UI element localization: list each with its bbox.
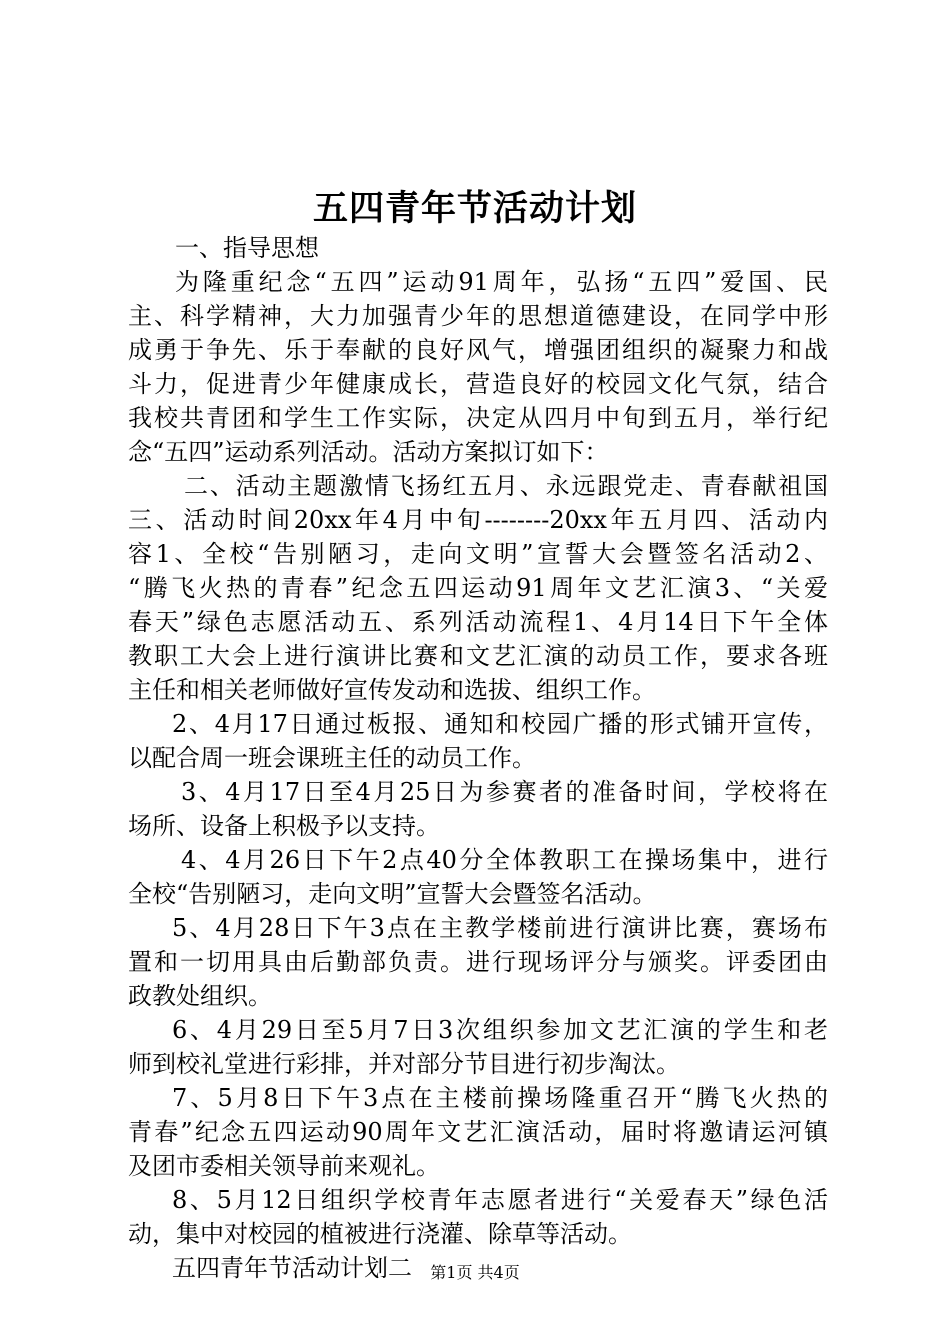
paragraph-line: 5、4月28日下午3点在主教学楼前进行演讲比赛，赛场布 [172,914,828,942]
paragraph-line: 4、4月26日下午2点40分全体教职工在操场集中，进行 [181,846,828,874]
paragraph-line: 政教处组织。 [128,982,272,1010]
page-indicator: 第1页 共4页 [430,1263,520,1282]
paragraph-line: 全校“告别陋习，走向文明”宣誓大会暨签名活动。 [128,880,657,908]
paragraph-line: 成勇于争先、乐于奉献的良好风气，增强团组织的凝聚力和战 [128,336,828,364]
paragraph-line: 及团市委相关领导前来观礼。 [128,1152,440,1180]
paragraph-line: 三、活动时间20xx年4月中旬--------20xx年五月四、活动内 [128,506,828,534]
paragraph-line: 2、4月17日通过板报、通知和校园广播的形式铺开宣传， [172,710,828,738]
paragraph-line: 春天”绿色志愿活动五、系列活动流程1、4月14日下午全体 [128,608,828,636]
paragraph-line: 念“五四”运动系列活动。活动方案拟订如下： [128,438,609,466]
paragraph-line: “腾飞火热的青春”纪念五四运动91周年文艺汇演3、“关爱 [128,574,828,602]
paragraph-line: 我校共青团和学生工作实际，决定从四月中旬到五月，举行纪 [128,404,828,432]
paragraph-line: 容1、全校“告别陋习，走向文明”宣誓大会暨签名活动2、 [128,540,828,568]
paragraph-line: 以配合周一班会课班主任的动员工作。 [128,744,536,772]
paragraph-line: 青春”纪念五四运动90周年文艺汇演活动，届时将邀请运河镇 [128,1118,828,1146]
paragraph-line: 置和一切用具由后勤部负责。进行现场评分与颁奖。评委团由 [128,948,828,976]
paragraph-line: 7、5月8日下午3点在主楼前操场隆重召开“腾飞火热的 [172,1084,828,1112]
document-title: 五四青年节活动计划 [312,188,637,229]
paragraph-line: 斗力，促进青少年健康成长，营造良好的校园文化气氛，结合 [128,370,828,398]
paragraph-line: 主、科学精神，大力加强青少年的思想道德建设，在同学中形 [128,302,828,330]
paragraph-line: 二、活动主题激情飞扬红五月、永远跟党走、青春献祖国 [184,472,828,500]
paragraph-line: 为隆重纪念“五四”运动91周年，弘扬“五四”爱国、民 [175,268,828,296]
paragraph-line: 6、4月29日至5月7日3次组织参加文艺汇演的学生和老 [172,1016,828,1044]
paragraph-line: 场所、设备上积极予以支持。 [128,812,440,840]
paragraph-line: 教职工大会上进行演讲比赛和文艺汇演的动员工作，要求各班 [128,642,828,670]
section-heading-plan-two: 五四青年节活动计划二 [172,1254,412,1282]
paragraph-line: 8、5月12日组织学校青年志愿者进行“关爱春天”绿色活 [172,1186,828,1214]
section-heading-guiding-thought: 一、指导思想 [175,234,319,262]
paragraph-line: 师到校礼堂进行彩排，并对部分节目进行初步淘汰。 [128,1050,680,1078]
paragraph-line: 动，集中对校园的植被进行浇灌、除草等活动。 [128,1220,632,1248]
document-body [128,231,828,1285]
paragraph-line: 3、4月17日至4月25日为参赛者的准备时间，学校将在 [181,778,828,806]
paragraph-line: 主任和相关老师做好宣传发动和选拔、组织工作。 [128,676,656,704]
